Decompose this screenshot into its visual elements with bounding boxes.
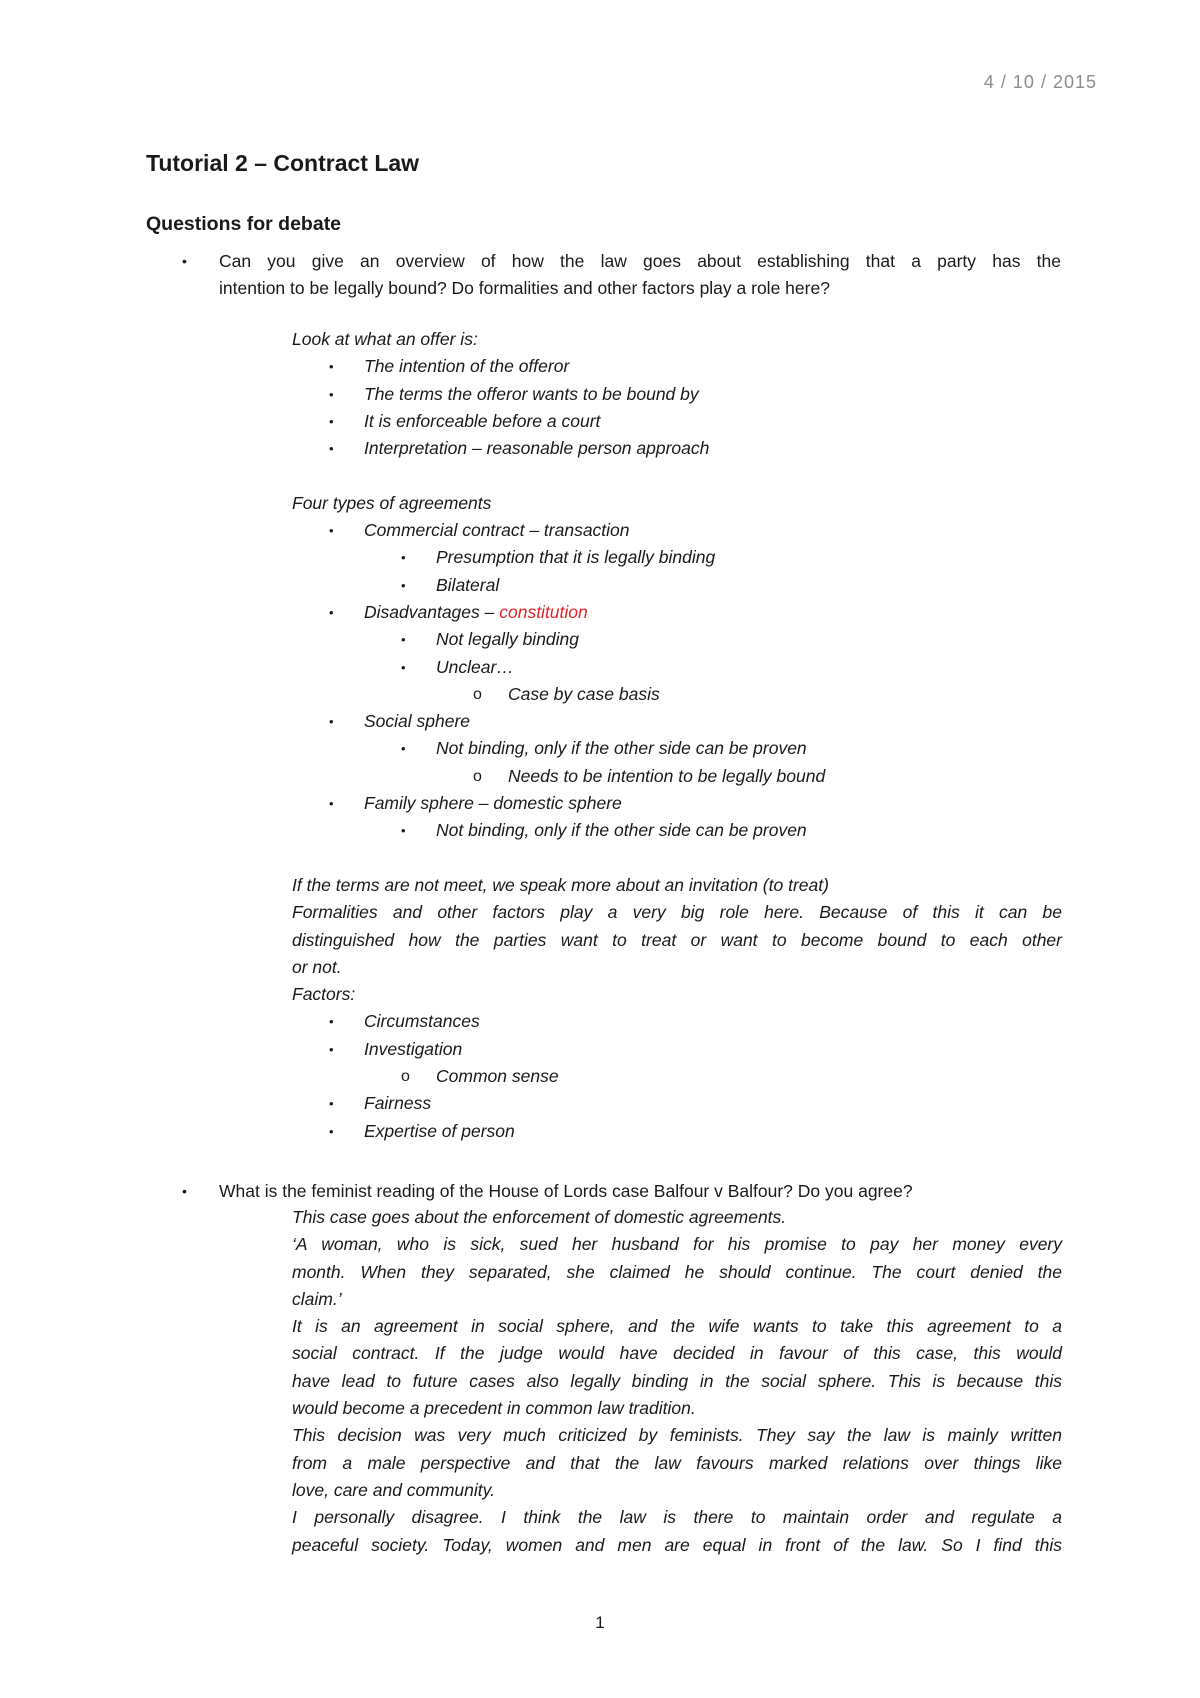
list-item: • The terms the offeror wants to be bound by: [329, 383, 699, 404]
list-item: • Family sphere – domestic sphere • Not binding, only if the other side can be proven: [364, 790, 1062, 845]
list-item: • Social sphere • Not binding, only if the other side can be proven o Needs to be intention to be legally bound: [364, 708, 1062, 790]
paragraph-line: distinguished how the parties want to treat or want to become bound to each other: [292, 929, 1062, 950]
question-2-line-1: What is the feminist reading of the House of Lords case Balfour v Balfour? Do you agree?: [219, 1181, 913, 1201]
list-item: o Needs to be intention to be legally bound: [473, 765, 826, 786]
question-1-line-1: Can you give an overview of how the law goes about establishing that a party has the: [219, 251, 1061, 271]
paragraph-line: would become a precedent in common law tradition.: [292, 1398, 696, 1419]
list-item: • Investigation o Common sense: [364, 1036, 1062, 1091]
list-item: • Disadvantages – constitution • Not legally binding • Unclear… o Case by case basis: [364, 599, 1062, 708]
paragraph-line: have lead to future cases also legally binding in the social sphere. This is because this: [292, 1370, 1062, 1391]
offer-intro: Look at what an offer is:: [292, 329, 478, 349]
paragraph-line: or not.: [292, 956, 342, 977]
paragraph-line: ‘A woman, who is sick, sued her husband for his promise to pay her money every: [292, 1234, 1062, 1255]
question-bullet: •: [182, 1183, 187, 1199]
list-item: o Common sense: [401, 1066, 559, 1087]
document-date: 4 / 10 / 2015: [983, 72, 1097, 92]
answer-1: [292, 326, 1062, 1145]
list-item: • It is enforceable before a court: [329, 410, 601, 431]
section-heading: Questions for debate: [146, 213, 342, 235]
paragraph-line: peaceful society. Today, women and men are equal in front of the law. So I find this: [292, 1534, 1062, 1555]
paragraph-line: claim.’: [292, 1288, 342, 1309]
paragraph-line: social contract. If the judge would have decided in favour of this case, this would: [292, 1343, 1062, 1364]
paragraph-line: from a male perspective and that the law favours marked relations over things like: [292, 1452, 1062, 1473]
list-item: • Commercial contract – transaction • Presumption that it is legally binding • Bilateral: [364, 517, 1062, 599]
answer-2: [292, 1204, 1062, 1559]
question-1: [182, 248, 1061, 302]
paragraph-line: love, care and community.: [292, 1479, 495, 1500]
paragraph-line: It is an agreement in social sphere, and the wife wants to take this agreement to a: [292, 1316, 1062, 1337]
list-item: • Not legally binding: [401, 629, 580, 650]
paragraph-line: If the terms are not meet, we speak more about an invitation (to treat): [292, 874, 829, 895]
list-item: • Not binding, only if the other side can be proven o Needs to be intention to be legally bound: [436, 735, 1062, 790]
page-number: 1: [595, 1613, 605, 1632]
paragraph-line: This decision was very much criticized by feminists. They say the law is mainly written: [292, 1425, 1062, 1446]
types-intro: Four types of agreements: [292, 492, 492, 513]
list-item: • Fairness: [329, 1093, 432, 1114]
list-item: • Unclear… o Case by case basis: [436, 654, 1062, 709]
list-item: • Presumption that it is legally binding: [401, 547, 716, 568]
factors-list: [292, 1008, 1062, 1144]
paragraph-line: This case goes about the enforcement of domestic agreements.: [292, 1207, 787, 1227]
list-item: • Bilateral: [401, 574, 500, 595]
question-bullet: •: [182, 253, 187, 269]
list-item: • The intention of the offeror: [329, 356, 570, 377]
factors-intro: Factors:: [292, 984, 356, 1005]
list-item: o Case by case basis: [473, 683, 660, 704]
list-item: • Interpretation – reasonable person approach: [329, 438, 710, 459]
question-2: [182, 1178, 1061, 1205]
question-1-line-2: intention to be legally bound? Do formalities and other factors play a role here?: [219, 278, 830, 298]
list-item: • Expertise of person: [329, 1120, 515, 1141]
document-title: Tutorial 2 – Contract Law: [146, 150, 420, 176]
offer-list: [292, 353, 1062, 462]
list-item: • Not binding, only if the other side can be proven: [401, 820, 807, 841]
highlighted-term: constitution: [499, 601, 588, 622]
agreement-types-list: [292, 517, 1062, 845]
paragraph-line: month. When they separated, she claimed he should continue. The court denied the: [292, 1261, 1062, 1282]
paragraph-line: Formalities and other factors play a very big role here. Because of this it can be: [292, 902, 1062, 923]
paragraph-line: I personally disagree. I think the law is there to maintain order and regulate a: [292, 1507, 1062, 1528]
list-item: • Circumstances: [329, 1011, 480, 1032]
